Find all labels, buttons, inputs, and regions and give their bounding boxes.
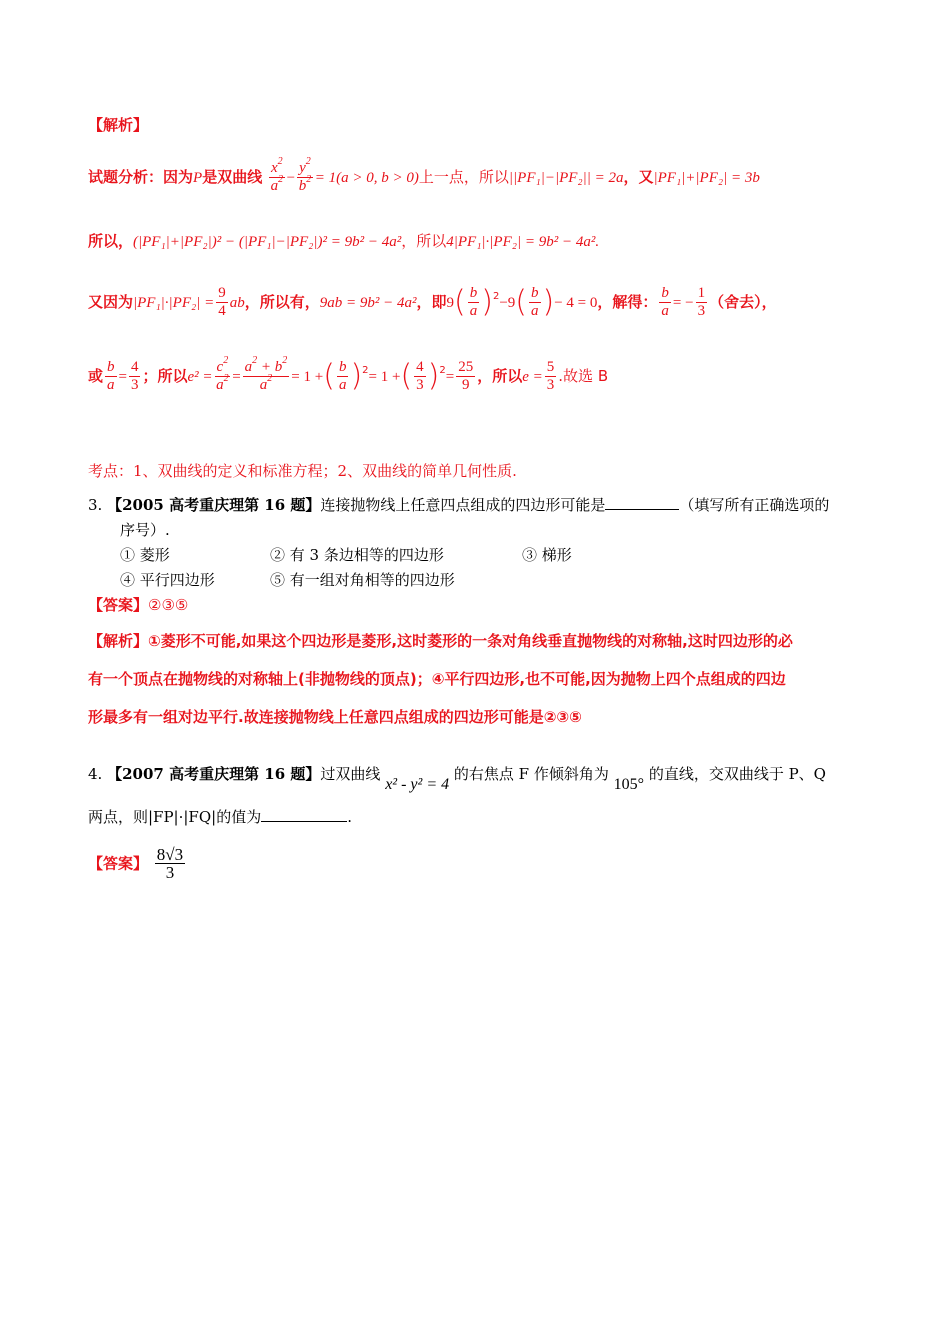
eq-product: 4|PF₁|·|PF₂| = 9b² − 4a². xyxy=(446,234,600,250)
q3-answer xyxy=(88,594,188,615)
eq-sum-focal: |PF₁|+|PF₂| = 3b xyxy=(653,170,760,186)
frac-a2b2-a2: $\frac{a^2 + b^2}{a^2}$ xyxy=(244,355,288,393)
hyperbola-condition: = 1(a > 0, b > 0) xyxy=(314,170,419,186)
analysis-line3-mid3: ，解得： xyxy=(597,293,658,311)
analysis-line4-mid: ；所以 xyxy=(142,367,188,385)
analysis-line3-tail: （舍去）， xyxy=(709,293,777,311)
hyperbola-x-term: $\frac{x^2}{a^2}$ xyxy=(270,156,284,194)
q3-stem: 连接抛物线上任意四点组成的四边形可能是 xyxy=(320,496,606,514)
frac-25-9: $\frac{25}{9}$ xyxy=(458,359,474,393)
analysis-line4-tail: .故选 B xyxy=(558,367,609,385)
analysis-line1-mid3: ，又 xyxy=(623,168,654,186)
analysis-line-4: 或 $\frac{b}{a}$ = $\frac{4}{3}$ ；所以e² = $\frac{c^2}{a^2}$ = $\frac{a^2 + b^2}{a^2}$ = 1 +( $\frac{b}{a}$ )$^2$= 1 +( $\frac{4}{3}$ )$^2$= $\frac{25}{9}$ ，所以e = $\frac{5}{3}$ .故选 B xyxy=(88,355,609,394)
q3-analysis-tag: 【解析】 xyxy=(88,632,149,650)
q4-line2-text: 两点，则|FP|·|FQ|的值为 xyxy=(88,808,262,826)
q4-answer-numerator: 8√3 xyxy=(156,845,184,864)
frac-b-over-a-1: $\frac{b}{a}$ xyxy=(469,285,478,319)
q3-number: 3. xyxy=(88,496,103,514)
q4-stem3: 的直线，交双曲线于 P、Q xyxy=(648,765,826,783)
q4-stem2: 的右焦点 F 作倾斜角为 xyxy=(453,765,609,783)
q4-answer-fraction xyxy=(155,846,185,881)
q3-analysis-text1: ①菱形不可能,如果这个四边形是菱形,这时菱形的一条对角线垂直抛物线的对称轴,这时四边形的必 xyxy=(148,632,793,650)
hyperbola-y-term: $\frac{y^2}{b^2}$ xyxy=(298,156,312,194)
eq-product-lhs: |PF₁|·|PF₂| = xyxy=(133,295,215,311)
frac-one-third: $\frac{1}{3}$ xyxy=(697,285,706,319)
q3-stem-line2: 序号）. xyxy=(120,521,170,539)
analysis-line-1: 试题分析：因为P是双曲线 $\frac{x^2}{a^2}$ − $\frac{y^2}{b^2}$ = 1(a > 0, b > 0)上一点，所以||PF₁|−|PF₂|| = 2a，又|PF₁|+|PF₂| = 3b xyxy=(88,156,760,194)
analysis-line3-mid: ，所以有， xyxy=(244,293,320,311)
analysis-line2-prefix: 所以， xyxy=(88,232,134,250)
eq-e-squared: e² = xyxy=(187,369,213,385)
q3-option-2: ② 有 3 条边相等的四边形 xyxy=(270,546,444,564)
frac-b-over-a-4: $\frac{b}{a}$ xyxy=(107,359,115,393)
frac-nine-fourths: $\frac{9}{4}$ xyxy=(218,285,226,319)
analysis-line-3: 又因为|PF₁|·|PF₂| = $\frac{9}{4}$ ab，所以有，9ab = 9b² − 4a²，即9( $\frac{b}{a}$ )$^2$−9( $\frac{b}{a}$ )− 4 = 0，解得： $\frac{b}{a}$ = − $\frac{1}{3}$ （舍去）， xyxy=(88,284,777,320)
q3-answer-value: ②③⑤ xyxy=(148,596,189,614)
analysis-line1-mid: 是双曲线 xyxy=(202,168,263,186)
q4-angle: 105° xyxy=(613,776,645,793)
q4-stem-line1 xyxy=(88,758,826,791)
eq-diff-focal: ||PF₁|−|PF₂|| = 2a xyxy=(508,170,624,186)
q4-stem1: 过双曲线 xyxy=(320,765,381,783)
analysis-line-2 xyxy=(88,228,599,255)
q3-stem-line1 xyxy=(88,494,829,515)
q3-answer-tag: 【答案】 xyxy=(88,596,149,614)
q3-analysis-line3: 形最多有一组对边平行.故连接抛物线上任意四点组成的四边形可能是②③⑤ xyxy=(88,708,582,726)
analysis-line2-mid: ，所以 xyxy=(401,232,447,250)
q3-source: 【2005 高考重庆理第 16 题】 xyxy=(107,496,321,514)
eq-nine-ab: 9ab = 9b² − 4a² xyxy=(319,295,417,311)
frac-four-thirds: $\frac{4}{3}$ xyxy=(130,359,139,393)
analysis-line3-mid2: ，即 xyxy=(416,293,447,311)
q4-stem-line2 xyxy=(88,806,352,827)
q4-line2-tail: . xyxy=(347,808,352,826)
q4-source: 【2007 高考重庆理第 16 题】 xyxy=(107,765,321,783)
q3-option-3: ③ 梯形 xyxy=(522,546,572,564)
frac-b-over-a-5: $\frac{b}{a}$ xyxy=(338,359,347,393)
q4-answer-tag: 【答案】 xyxy=(88,854,149,873)
q3-analysis-line1 xyxy=(88,630,793,651)
analysis-line4-prefix: 或 xyxy=(88,367,104,385)
eq-quadratic-tail: − 4 = 0 xyxy=(554,295,598,311)
q4-number: 4. xyxy=(88,765,103,783)
analysis-line3-prefix: 又因为 xyxy=(88,293,134,311)
frac-four-thirds-2: $\frac{4}{3}$ xyxy=(416,359,424,393)
q3-option-5: ⑤ 有一组对角相等的四边形 xyxy=(270,571,455,589)
analysis-line1-mid2: 上一点，所以 xyxy=(418,168,509,186)
frac-c2-a2: $\frac{c^2}{a^2}$ xyxy=(216,355,229,393)
eq-square-diff: (|PF₁|+|PF₂|)² − (|PF₁|−|PF₂|)² = 9b² − 4a² xyxy=(133,234,402,250)
analysis-line1-prefix: 试题分析：因为 xyxy=(88,168,194,186)
q4-answer xyxy=(88,846,187,881)
q4-answer-denominator: 3 xyxy=(165,863,175,882)
q3-analysis-line2: 有一个顶点在抛物线的对称轴上(非抛物线的顶点)；④平行四边形,也不可能,因为抛物上四个点组成的四边 xyxy=(88,670,786,688)
frac-five-thirds: $\frac{5}{3}$ xyxy=(546,359,555,393)
q4-equation: x² - y² = 4 xyxy=(385,776,450,793)
eq-e: e = xyxy=(522,369,543,385)
q4-answer-blank xyxy=(261,807,347,822)
frac-b-over-a-3: $\frac{b}{a}$ xyxy=(661,285,669,319)
var-ab: ab xyxy=(229,295,245,311)
analysis-heading: 【解析】 xyxy=(88,116,149,134)
q3-stem-tail: （填写所有正确选项的 xyxy=(679,496,830,514)
q3-answer-blank xyxy=(605,495,679,510)
q3-option-4: ④ 平行四边形 xyxy=(120,571,215,589)
q3-option-1: ① 菱形 xyxy=(120,546,170,564)
kaodian-note: 考点：1、双曲线的定义和标准方程；2、双曲线的简单几何性质. xyxy=(88,462,517,480)
analysis-line4-mid2: ，所以 xyxy=(477,367,523,385)
var-p: P xyxy=(193,170,203,186)
frac-b-over-a-2: $\frac{b}{a}$ xyxy=(531,285,539,319)
